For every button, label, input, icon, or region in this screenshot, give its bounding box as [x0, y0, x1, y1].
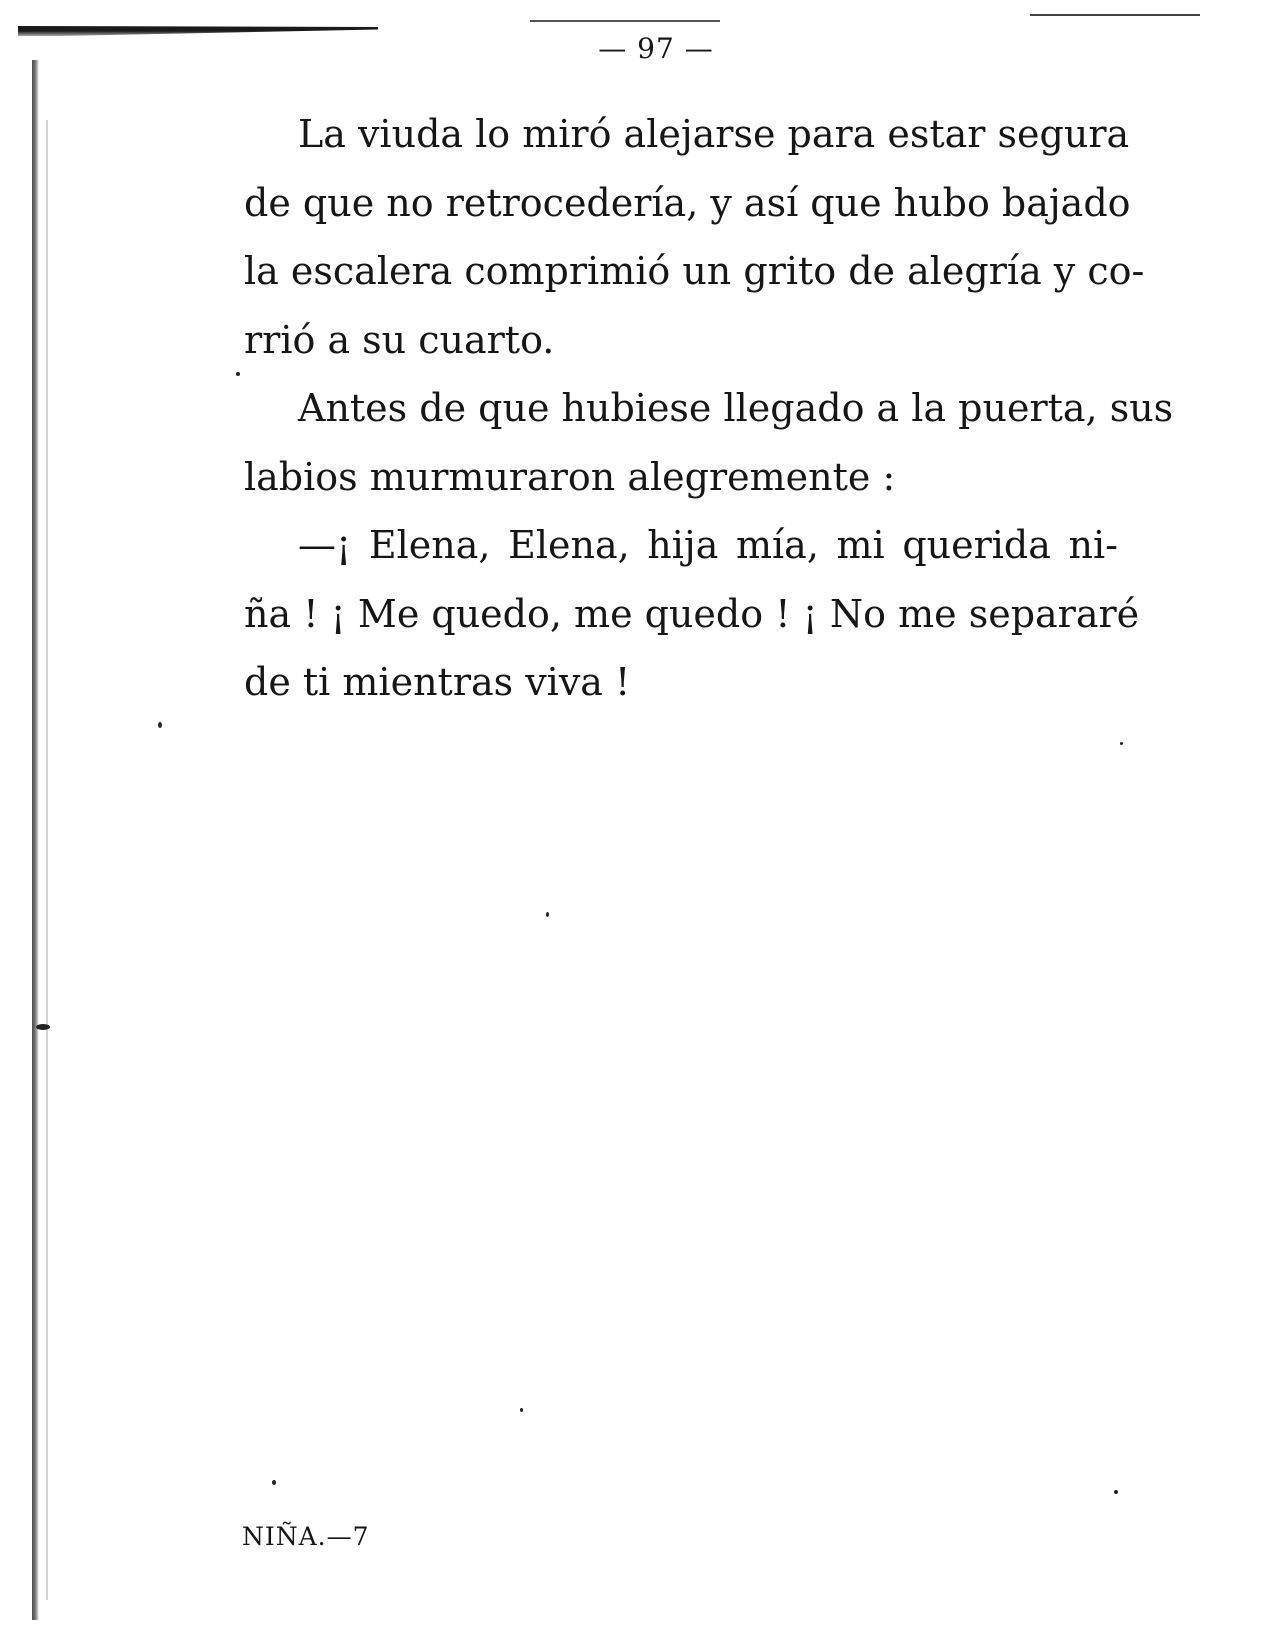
signature-mark: NIÑA.—7	[242, 1522, 370, 1551]
scan-speck	[520, 1408, 523, 1412]
scan-edge-top-right	[1030, 14, 1200, 16]
text-line: labios murmuraron alegremente :	[244, 454, 896, 499]
text-line: la escalera comprimió un grito de alegría y co-	[244, 249, 1145, 293]
text-line: Antes de que hubiese llegado a la puerta, sus	[298, 386, 1174, 430]
paragraph-1	[190, 100, 1145, 374]
scan-speck	[236, 372, 240, 376]
binding-edge-shadow	[46, 120, 48, 1600]
paragraph-3	[190, 511, 1140, 717]
scan-speck	[36, 1024, 50, 1030]
text-line: La viuda lo miró alejarse para estar segura	[298, 112, 1130, 156]
text-line: de ti mientras viva !	[244, 660, 631, 704]
text-line: rrió a su cuarto.	[244, 317, 555, 362]
page-number: — 97 —	[598, 32, 714, 65]
scan-speck	[158, 722, 162, 728]
scan-speck	[1120, 742, 1123, 745]
scan-speck	[272, 1480, 276, 1485]
header-rule	[530, 20, 720, 22]
body-text	[190, 100, 1174, 717]
paragraph-2	[190, 374, 1174, 511]
scan-speck	[546, 912, 549, 917]
text-line: —¡ Elena, Elena, hija mía, mi querida ni-	[298, 523, 1118, 567]
binding-edge	[32, 60, 39, 1620]
text-line: de que no retrocedería, y así que hubo bajado	[244, 180, 1131, 225]
scan-speck	[1114, 1490, 1118, 1494]
text-line: ña ! ¡ Me quedo, me quedo ! ¡ No me separaré	[244, 591, 1140, 636]
